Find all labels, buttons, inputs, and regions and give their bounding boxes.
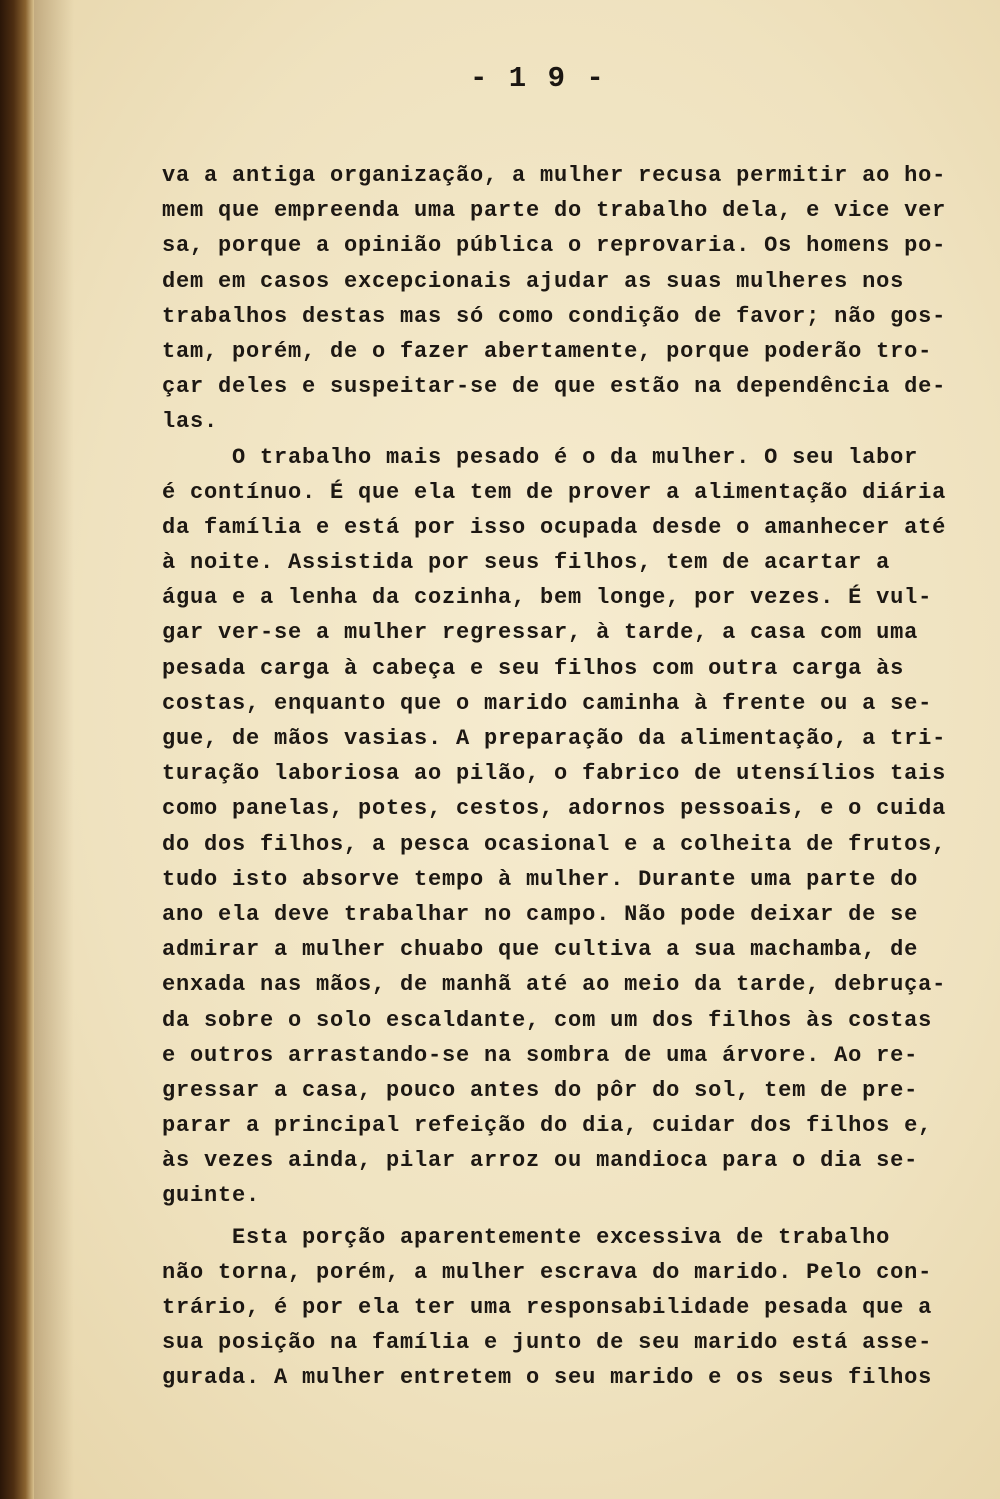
- text-line: parar a principal refeição do dia, cuidar dos filhos e,: [162, 1113, 933, 1139]
- text-line: não torna, porém, a mulher escrava do marido. Pelo con-: [162, 1259, 933, 1285]
- text-line: enxada nas mãos, de manhã até ao meio da tarde, debruça-: [162, 972, 947, 998]
- body-text: [162, 158, 962, 1396]
- text-line: turação laboriosa ao pilão, o fabrico de utensílios tais: [162, 761, 947, 787]
- spine-shadow: [34, 0, 74, 1499]
- text-line: do dos filhos, a pesca ocasional e a colheita de frutos,: [162, 831, 947, 857]
- text-line: como panelas, potes, cestos, adornos pessoais, e o cuida: [162, 796, 947, 822]
- text-line: çar deles e suspeitar-se de que estão na dependência de-: [162, 374, 947, 400]
- page-number: - 1 9 -: [470, 62, 606, 95]
- text-line: tudo isto absorve tempo à mulher. Durante uma parte do: [162, 866, 919, 892]
- text-line: sa, porque a opinião pública o reprovaria. Os homens po-: [162, 233, 947, 259]
- text-line: costas, enquanto que o marido caminha à frente ou a se-: [162, 690, 933, 716]
- text-line: água e a lenha da cozinha, bem longe, por vezes. É vul-: [162, 585, 933, 611]
- text-line: tam, porém, de o fazer abertamente, porque poderão tro-: [162, 338, 933, 364]
- text-line: gurada. A mulher entretem o seu marido e os seus filhos: [162, 1365, 933, 1391]
- book-spine: [0, 0, 34, 1499]
- text-line: las.: [162, 409, 219, 435]
- text-line: trabalhos destas mas só como condição de favor; não gos-: [162, 303, 947, 329]
- text-line: da família e está por isso ocupada desde o amanhecer até: [162, 514, 947, 540]
- text-line: pesada carga à cabeça e seu filhos com outra carga às: [162, 655, 905, 681]
- text-line: às vezes ainda, pilar arroz ou mandioca para o dia se-: [162, 1148, 919, 1174]
- text-line: gar ver-se a mulher regressar, à tarde, a casa com uma: [162, 620, 919, 646]
- text-line: e outros arrastando-se na sombra de uma árvore. Ao re-: [162, 1042, 919, 1068]
- text-line: guinte.: [162, 1183, 261, 1209]
- text-line: trário, é por ela ter uma responsabilidade pesada que a: [162, 1295, 933, 1320]
- text-line: gressar a casa, pouco antes do pôr do sol, tem de pre-: [162, 1077, 919, 1103]
- text-line: é contínuo. É que ela tem de prover a alimentação diária: [162, 479, 947, 505]
- text-line: Esta porção aparentemente excessiva de trabalho: [162, 1224, 891, 1250]
- paragraph-3: [162, 1220, 962, 1396]
- text-line: dem em casos excepcionais ajudar as suas mulheres nos: [162, 268, 905, 294]
- text-line: ano ela deve trabalhar no campo. Não pode deixar de se: [162, 901, 919, 927]
- text-line: da sobre o solo escaldante, com um dos filhos às costas: [162, 1007, 933, 1033]
- text-line: admirar a mulher chuabo que cultiva a sua machamba, de: [162, 937, 919, 963]
- paragraph-1: [162, 158, 962, 440]
- text-line: O trabalho mais pesado é o da mulher. O seu labor: [162, 444, 919, 470]
- text-line: gue, de mãos vasias. A preparação da alimentação, a tri-: [162, 726, 947, 751]
- paragraph-2: [162, 440, 962, 1214]
- text-line: à noite. Assistida por seus filhos, tem de acartar a: [162, 550, 891, 576]
- text-line: va a antiga organização, a mulher recusa permitir ao ho-: [162, 163, 947, 188]
- text-line: sua posição na família e junto de seu marido está asse-: [162, 1330, 933, 1356]
- text-line: mem que empreenda uma parte do trabalho dela, e vice ver: [162, 198, 947, 224]
